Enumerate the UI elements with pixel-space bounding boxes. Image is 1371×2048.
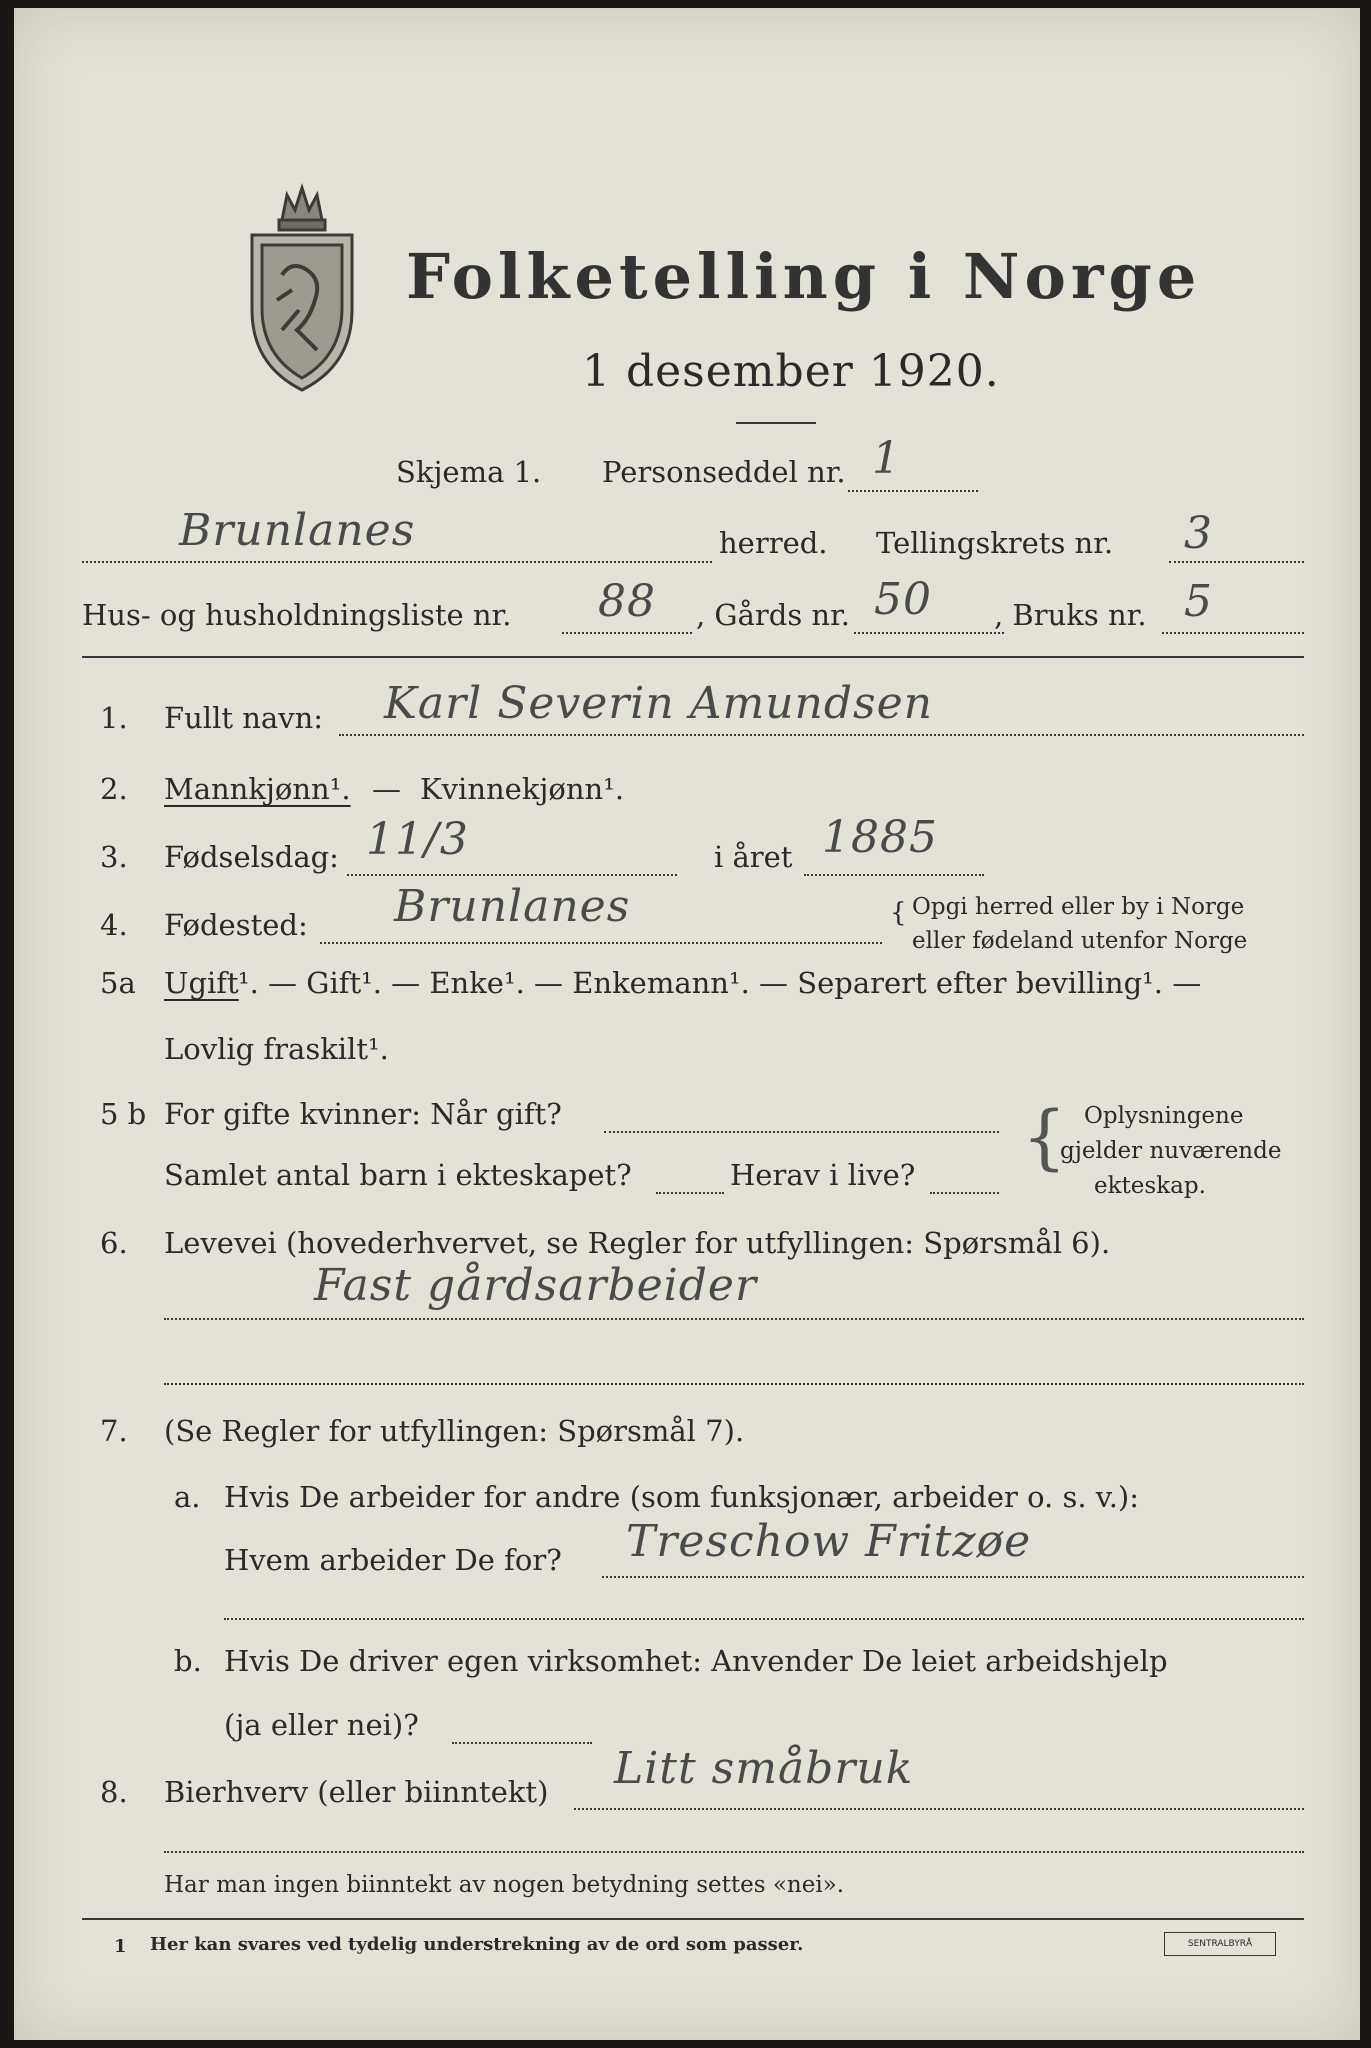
gards-label: , Gårds nr. [696,598,850,632]
q5b-alive-line [930,1192,999,1194]
coat-of-arms-icon [237,180,367,395]
q7b-answer-line [452,1742,592,1744]
q7a-letter: a. [174,1480,201,1514]
form-title: Folketelling i Norge [406,240,1202,313]
q3-label: Fødselsdag: [164,840,339,874]
q3-year-line [804,874,984,876]
q4-line [320,942,882,944]
q1-number: 1. [100,701,128,735]
q4-note-line2: eller fødeland utenfor Norge [912,928,1248,954]
q7a-employer-label: Hvem arbeider De for? [224,1543,562,1577]
herred-line [82,561,712,563]
q5b-note-line1: Oplysningene [1084,1103,1244,1129]
husliste-value: 88 [598,576,656,627]
q2-male-option: Mannkjønn¹. [164,772,351,806]
header-divider [82,656,1304,658]
q6-number: 6. [100,1226,128,1260]
q6-label: Levevei (hovederhvervet, se Regler for utfyllingen: Spørsmål 6). [164,1226,1111,1260]
tellingskrets-label: Tellingskrets nr. [876,526,1114,560]
footnote-text: Her kan svares ved tydelig understrekning av de ord som passer. [150,1934,804,1955]
q6-line2 [164,1383,1304,1385]
q4-number: 4. [100,908,128,942]
husliste-label: Hus- og husholdningsliste nr. [82,598,512,632]
q7-number: 7. [100,1414,128,1448]
footer-divider [82,1918,1304,1920]
q8-label: Bierhverv (eller biinntekt) [164,1775,549,1809]
q7-label: (Se Regler for utfyllingen: Spørsmål 7). [164,1414,745,1448]
bruks-label: , Bruks nr. [994,598,1147,632]
q7a-extra-line [224,1618,1304,1620]
q8-value: Litt småbruk [614,1743,914,1794]
q8-line [574,1808,1304,1810]
q5b-bracket: { [1022,1096,1067,1178]
footer-note: Har man ingen biinntekt av nogen betydning settes «nei». [164,1872,845,1898]
q5a-fraskilt-option: Lovlig fraskilt¹. [164,1032,389,1066]
gards-value: 50 [874,574,932,625]
bruks-value: 5 [1184,576,1213,627]
q8-extra-line [164,1851,1304,1853]
husliste-line [562,632,692,634]
q5a-ugift-option: Ugift [164,966,239,1000]
q5a-number: 5a [100,966,136,1000]
personseddel-label: Personseddel nr. [602,455,846,489]
q5b-children-label: Samlet antal barn i ekteskapet? [164,1158,632,1192]
tellingskrets-line [1169,561,1304,563]
q2-number: 2. [100,772,128,806]
q5b-married-line [604,1131,999,1133]
q4-label: Fødested: [164,908,308,942]
q2-separator: — [372,772,401,806]
q7b-letter: b. [174,1644,202,1678]
personseddel-value: 1 [872,433,901,484]
q3-date-value: 11/3 [366,814,469,865]
footnote-mark: 1 [114,1936,127,1957]
q7a-employer-value: Treschow Fritzøe [626,1516,1032,1567]
q2-female-option: Kvinnekjønn¹. [420,772,625,806]
q4-value: Brunlanes [394,881,631,932]
herred-value: Brunlanes [179,505,416,556]
herred-label: herred. [719,526,828,560]
q1-value: Karl Severin Amundsen [384,678,933,729]
q5b-note-line2: gjelder nuværende [1060,1138,1282,1164]
q8-number: 8. [100,1775,128,1809]
q4-note-line1: Opgi herred eller by i Norge [912,894,1245,920]
q7a-question: Hvis De arbeider for andre (som funksjonær, arbeider o. s. v.): [224,1480,1140,1514]
q3-date-line [347,874,677,876]
census-form-page [14,8,1360,2040]
q6-line1 [164,1318,1304,1320]
gards-line [854,632,1004,634]
q1-line [339,734,1304,736]
personseddel-line [848,490,978,492]
q3-year-value: 1885 [822,812,938,863]
q5b-number: 5 b [100,1097,147,1131]
q3-number: 3. [100,840,128,874]
title-divider [736,422,816,424]
q4-bracket: { [890,898,907,928]
bruks-line [1162,632,1304,634]
q1-label: Fullt navn: [164,701,324,735]
q5b-note-line3: ekteskap. [1094,1173,1206,1199]
printer-stamp: SENTRALBYRÅ [1164,1932,1276,1956]
q7b-answer-label: (ja eller nei)? [224,1708,419,1742]
q5b-line1-label: For gifte kvinner: Når gift? [164,1097,562,1131]
q5a-options: ¹. — Gift¹. — Enke¹. — Enkemann¹. — Separert efter bevilling¹. — [238,966,1202,1000]
q5b-alive-label: Herav i live? [730,1158,916,1192]
q3-year-label: i året [714,840,793,874]
q7a-employer-line [602,1576,1304,1578]
tellingskrets-value: 3 [1184,508,1213,559]
q6-value: Fast gårdsarbeider [314,1260,757,1311]
q5b-children-line [656,1192,724,1194]
schema-label: Skjema 1. [396,455,542,489]
census-date: 1 desember 1920. [582,346,1000,397]
q7b-question: Hvis De driver egen virksomhet: Anvender De leiet arbeidshjelp [224,1644,1168,1678]
